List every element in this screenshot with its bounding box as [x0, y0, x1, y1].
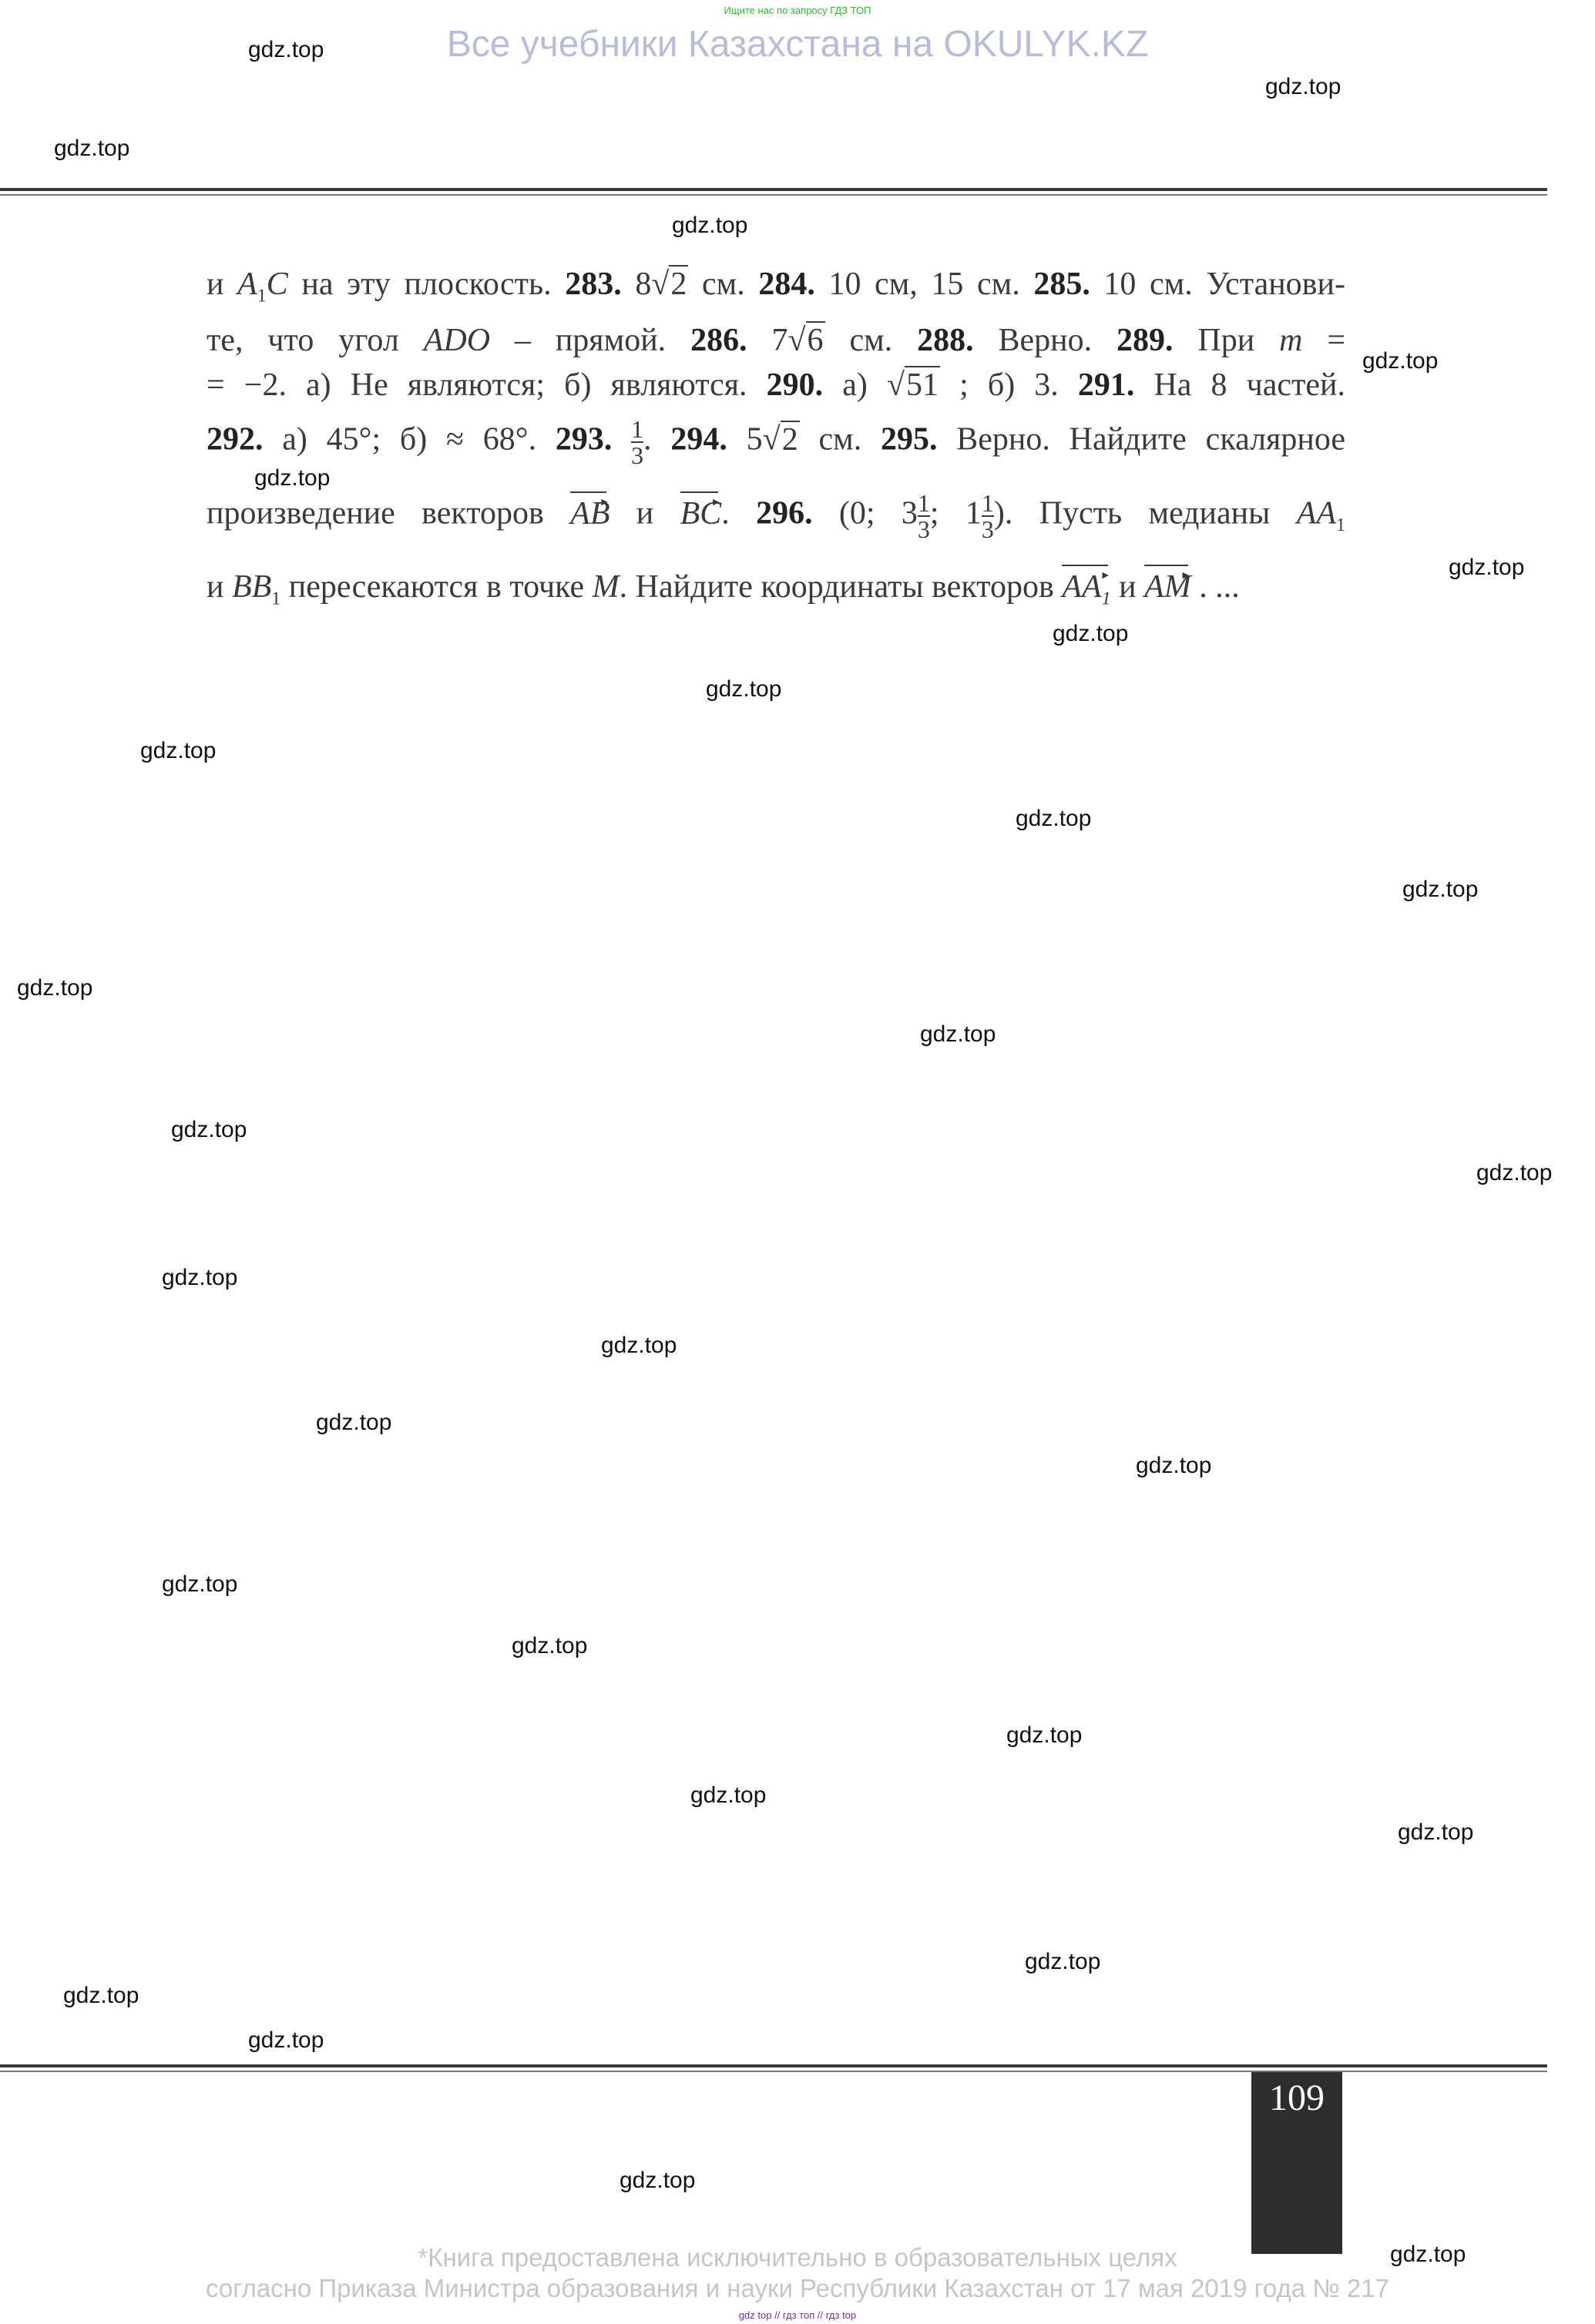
watermark: gdz.top	[248, 2027, 324, 2053]
watermark: gdz.top	[63, 1983, 139, 2008]
header-search-hint: Ищите нас по запросу ГДЗ ТОП	[724, 5, 871, 16]
top-divider-thin	[0, 194, 1547, 196]
vector-ab: AB ►	[570, 491, 609, 536]
watermark: gdz.top	[54, 136, 130, 161]
bottom-divider	[0, 2064, 1547, 2067]
watermark: gdz.top	[1265, 74, 1341, 99]
watermark: gdz.top	[1476, 1160, 1553, 1185]
watermark: gdz.top	[1398, 1819, 1474, 1845]
watermark: gdz.top	[1053, 621, 1129, 646]
footer-tiny-links[interactable]: gdz top // гдз топ // гдз top	[738, 2309, 857, 2321]
fraction-296-a: $\frac{1}{3}$	[917, 489, 930, 544]
watermark: gdz.top	[1402, 877, 1479, 902]
vector-bc: BC ►	[680, 491, 722, 536]
fraction-296-b: $\frac{1}{3}$	[981, 489, 994, 544]
answers-block	[207, 262, 1345, 622]
watermark: gdz.top	[672, 213, 748, 238]
watermark: gdz.top	[171, 1117, 247, 1142]
answers-line-4: 292. а) 45°; б) ≈ 68°. 293. $\frac{1}{3}$ . 294. 5√2 см. 295. Верно. Найдите скалярное	[207, 415, 1346, 470]
vector-aa1: $AA_1$ ►	[1062, 565, 1110, 621]
footer-disclaimer-line-1: *Книга предоставлена исключительно в образовательных целях	[418, 2243, 1177, 2272]
watermark: gdz.top	[690, 1782, 767, 1808]
watermark: gdz.top	[1390, 2242, 1466, 2267]
watermark: gdz.top	[1025, 1949, 1101, 1974]
watermark: gdz.top	[254, 465, 331, 491]
answers-line-5: произведение векторов AB ► и BC ►. 296. (0; 3 $\frac{1}{3}$ ; 1 $\frac{1}{3}$ ). Пусть медианы $AA_1$	[207, 491, 1345, 548]
watermark: gdz.top	[1136, 1453, 1212, 1478]
footer-disclaimer-line-2: согласно Приказа Министра образования и науки Республики Казахстан от 17 мая 2019 года № 217	[206, 2274, 1389, 2302]
site-title[interactable]: Все учебники Казахстана на OKULYK.KZ	[446, 24, 1149, 65]
watermark: gdz.top	[601, 1333, 677, 1358]
watermark: gdz.top	[248, 37, 324, 62]
watermark: gdz.top	[1362, 348, 1439, 374]
answers-line-2: те, что угол ADO – прямой. 286. 7√6 см. 288. Верно. 289. При m =	[207, 323, 1346, 359]
vector-am: AM ►	[1144, 565, 1191, 609]
watermark: gdz.top	[162, 1265, 238, 1290]
top-divider	[0, 188, 1547, 191]
watermark: gdz.top	[1449, 555, 1525, 580]
watermark: gdz.top	[316, 1410, 392, 1435]
watermark: gdz.top	[1016, 806, 1092, 831]
page-number: 109	[1269, 2078, 1325, 2118]
watermark: gdz.top	[620, 2168, 696, 2193]
answers-line-3: = −2. а) Не являются; б) являются. 290. а) √51 ; б) 3. 291. На 8 частей.	[207, 367, 1345, 404]
fraction-293: $\frac{1}{3}$	[631, 415, 644, 470]
watermark: gdz.top	[1006, 1722, 1083, 1748]
watermark: gdz.top	[162, 1571, 238, 1597]
watermark: gdz.top	[512, 1633, 588, 1658]
watermark: gdz.top	[140, 738, 217, 763]
answers-line-1: и $A_1C$ на эту плоскость. 283. 8√2 см. 284. 10 см, 15 см. 285. 10 см. Установи-	[207, 267, 1345, 307]
watermark: gdz.top	[920, 1021, 996, 1047]
watermark: gdz.top	[706, 676, 782, 702]
watermark: gdz.top	[17, 975, 93, 1001]
answers-line-6: и $BB_1$ пересекаются в точке M. Найдите координаты векторов $AA_1$ ► и AM ► . ...	[207, 565, 1345, 621]
